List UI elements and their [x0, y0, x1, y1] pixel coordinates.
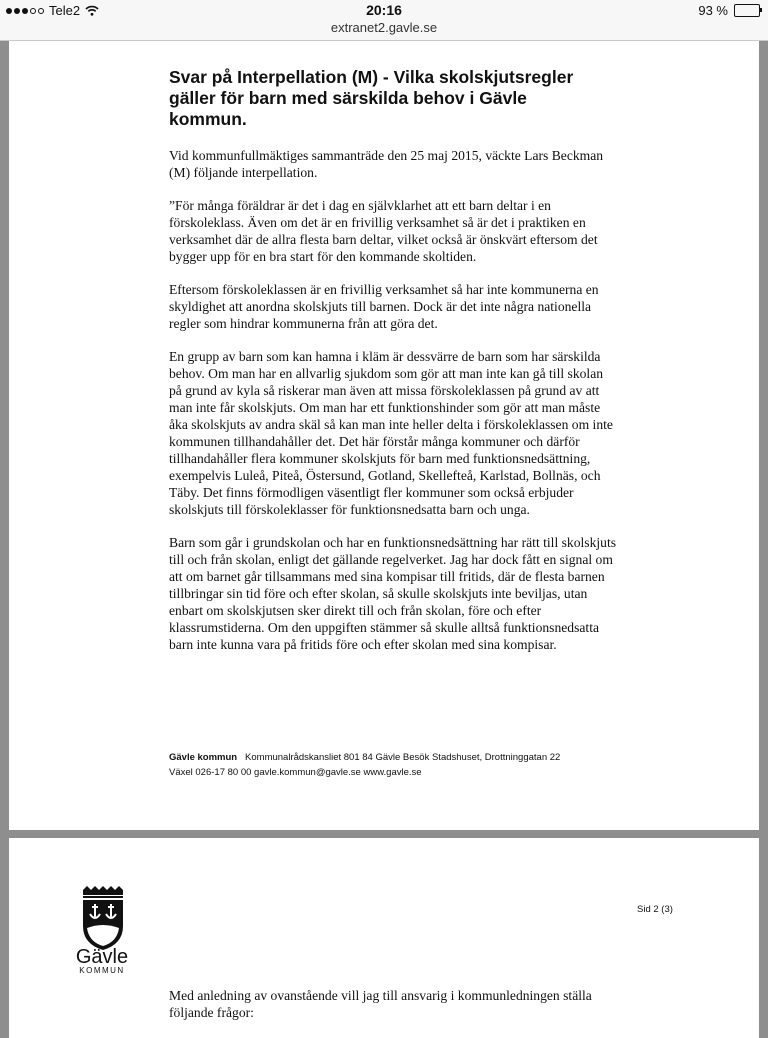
battery-icon	[734, 4, 760, 17]
battery-percent: 93 %	[698, 3, 728, 18]
document-page-1	[9, 41, 759, 830]
battery-status	[698, 3, 760, 18]
clock: 20:16	[366, 2, 402, 18]
paragraph: En grupp av barn som kan hamna i kläm är dessvärre de barn som har särskilda behov. Om man har en allvarlig sjukdom som gör att man inte kan gå till skolan på grund av kyla så riskerar man även att missa förskoleklassen på grund av att man inte får skolskjuts. Om man har ett funktionshinder som gör att man måste åka skolskjuts av andra skäl så kan man inte heller delta i förskoleklassen om inte kommunen tillhandahåller det. Det här förstår många kommuner och därför tillhandahåller flera kommuner skolskjuts för barn med funktionsnedsättning, exempelvis Luleå, Piteå, Östersund, Gotland, Skellefteå, Karlstad, Bollnäs, och Täby. Det finns förmodligen väsentligt fler kommuner som också erbjuder skolskjuts till förskoleklasser för funktionsnedsatta barn och unga.	[169, 349, 613, 517]
paragraph: Vid kommunfullmäktiges sammanträde den 25 maj 2015, väckte Lars Beckman (M) följande interpellation.	[169, 148, 604, 180]
paragraph: ”För många föräldrar är det i dag en självklarhet att ett barn deltar i en förskoleklass. Även om det är en frivillig verksamhet så är det i praktiken en verksamhet där de allra flesta barn deltar, vilket också är önskvärt eftersom det bygger upp för en bra start för den kommande skoltiden.	[169, 198, 598, 264]
paragraph: Barn som går i grundskolan och har en funktionsnedsättning har rätt till skolskjuts till och från skolan, enligt det gällande regelverket. Jag har dock fått en signal om att om barnet går tillsammans med sina kompisar till fritids, där de flesta barnen tillbringar sin tid före och efter skolan, så skulle skolskjuts inte beviljas, utan enbart om skolskjutsen sker direkt till och från skolan, före och efter klassrumstiderna. Om den uppgiften stämmer så skulle alltså funktionsnedsatta barn inte kunna vara på fritids före och efter skolan med sina kompisar.	[169, 535, 617, 652]
document-title: Svar på Interpellation (M) - Vilka skolskjutsregler gäller för barn med särskilda behov i Gävle kommun.	[169, 67, 574, 129]
logo-subtitle: KOMMUN	[79, 966, 125, 975]
logo-wordmark: Gävle	[75, 946, 129, 968]
footer-org: Gävle kommun	[169, 752, 238, 763]
document-page-2	[9, 838, 759, 1038]
paragraph: Med anledning av ovanstående vill jag till ansvarig i kommunledningen ställa följande frågor:	[169, 988, 592, 1020]
status-bar	[0, 0, 768, 20]
footer-contact: Växel 026-17 80 00 gavle.kommun@gavle.se www.gavle.se	[169, 767, 422, 778]
paragraph: Eftersom förskoleklassen är en frivillig verksamhet så har inte kommunerna en skyldighet att anordna skolskjuts till barnen. Dock är det inte några nationella regler som hindrar kommunerna från att göra det.	[169, 282, 599, 331]
url-domain[interactable]: extranet2.gavle.se	[330, 20, 438, 35]
document-body	[169, 147, 617, 669]
page-footer	[169, 750, 560, 780]
carrier-name: Tele2	[49, 3, 81, 18]
footer-address: Kommunalrådskansliet 801 84 Gävle Besök Stadshuset, Drottninggatan 22	[245, 752, 561, 763]
address-bar[interactable]	[0, 20, 768, 41]
page-number: Sid 2 (3)	[637, 904, 673, 915]
